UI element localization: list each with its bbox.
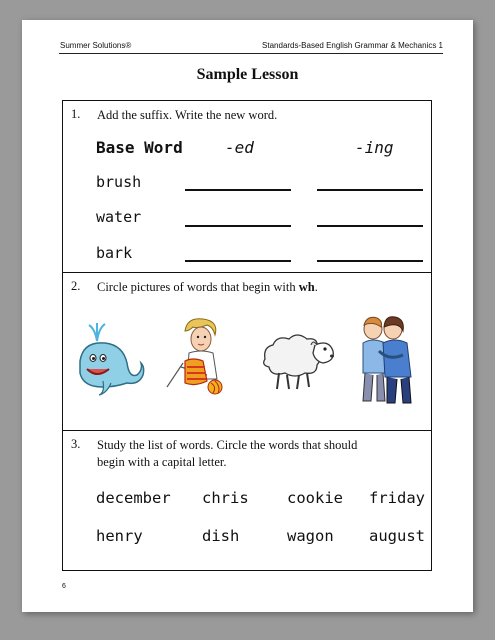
- answer-line-brush-ed[interactable]: [185, 189, 291, 191]
- question-2-text-letters: wh: [298, 280, 315, 294]
- column-base-word: Base Word: [96, 138, 183, 157]
- word-cookie[interactable]: cookie: [287, 489, 343, 507]
- knitting-girl-picture[interactable]: [163, 317, 233, 399]
- word-december[interactable]: december: [96, 489, 171, 507]
- question-1-number: 1.: [71, 107, 81, 121]
- answer-line-bark-ing[interactable]: [317, 260, 423, 262]
- question-2-number: 2.: [71, 279, 81, 293]
- whale-picture[interactable]: [75, 323, 145, 398]
- word-wagon[interactable]: wagon: [287, 527, 334, 545]
- header-divider: [59, 53, 443, 54]
- question-3-text-line-2: begin with a capital letter.: [97, 455, 227, 469]
- word-dish[interactable]: dish: [202, 527, 240, 545]
- question-3-number: 3.: [71, 437, 81, 451]
- question-1-text: Add the suffix. Write the new word.: [97, 108, 278, 122]
- answer-line-water-ing[interactable]: [317, 225, 423, 227]
- answer-line-brush-ing[interactable]: [317, 189, 423, 191]
- question-2-text: [97, 279, 318, 296]
- question-2-box: [62, 272, 432, 431]
- page-number: 6: [62, 583, 66, 590]
- question-1-box: [62, 100, 432, 273]
- header-series: Summer Solutions®: [60, 41, 132, 50]
- page-title: Sample Lesson: [196, 66, 299, 83]
- worksheet-page: [22, 20, 473, 612]
- column-ed-suffix: -ed: [225, 138, 254, 157]
- sheep-picture[interactable]: [259, 331, 339, 393]
- question-2-text-suffix: .: [314, 280, 318, 294]
- answer-line-water-ed[interactable]: [185, 225, 291, 227]
- column-ing-suffix: -ing: [355, 138, 394, 157]
- word-henry[interactable]: henry: [96, 527, 143, 545]
- word-chris[interactable]: chris: [202, 489, 249, 507]
- base-word-water: water: [96, 208, 142, 226]
- hugging-kids-picture[interactable]: [359, 315, 421, 407]
- question-2-text-prefix: Circle pictures of words that begin with: [97, 280, 299, 294]
- base-word-brush: brush: [96, 173, 142, 191]
- question-3-text-line-1: Study the list of words. Circle the words that should: [97, 438, 358, 452]
- base-word-bark: bark: [96, 244, 133, 262]
- header-book-title: Standards-Based English Grammar & Mechanics 1: [262, 41, 443, 50]
- word-august[interactable]: august: [369, 527, 425, 545]
- answer-line-bark-ed[interactable]: [185, 260, 291, 262]
- word-friday[interactable]: friday: [369, 489, 425, 507]
- question-3-box: [62, 430, 432, 571]
